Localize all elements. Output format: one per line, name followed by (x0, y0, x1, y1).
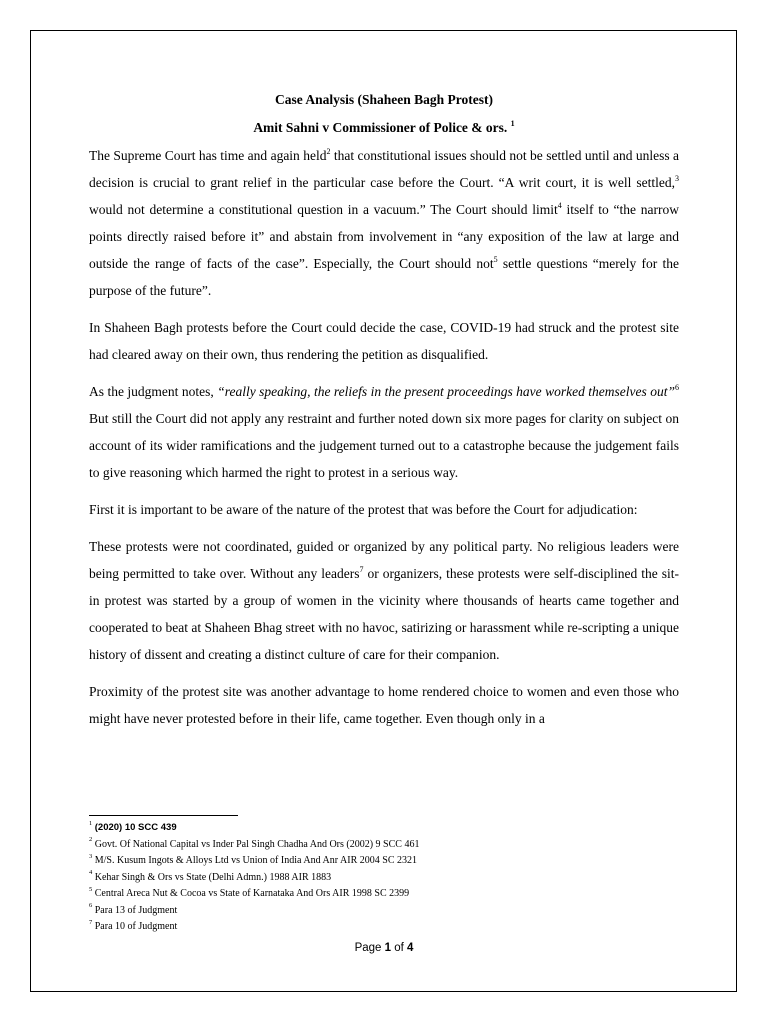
text-run: that constitutional issues should not be settled until and unless a decision is crucial to grant relief in the particular case before the Court. “A writ court, it is well settled, (89, 148, 680, 190)
footnote-1 (89, 820, 689, 837)
footnote-number: 4 (89, 869, 93, 877)
footnote-text: Govt. Of National Capital vs Inder Pal Singh Chadha And Ors (2002) 9 SCC 461 (94, 838, 420, 850)
text-run: or organizers, these protests were self-disciplined the sit-in protest was started by a group of women in the vicinity where thousands of hearts came together and cooperated to beat at Shaheen Bhag street with no havoc, satirizing or harassment while re-scripting a unique history of dissent and creating a distinct culture of care for their companion. (89, 566, 679, 662)
text-run: The Supreme Court has time and again held (89, 148, 327, 163)
footnotes (89, 820, 689, 936)
footnote-ref[interactable]: 3 (675, 173, 679, 183)
case-name-text: Amit Sahni v Commissioner of Police & ors. (253, 120, 508, 135)
judgment-quote: “really speaking, the reliefs in the present proceedings have worked themselves out” (217, 384, 675, 399)
footnote-3 (89, 853, 689, 870)
footnote-ref[interactable]: 5 (493, 254, 498, 264)
footnote-number: 2 (89, 836, 93, 844)
footnote-6 (89, 903, 689, 920)
footnote-text: (2020) 10 SCC 439 (94, 822, 177, 833)
footnote-text: Central Areca Nut & Cocoa vs State of Karnataka And Ors AIR 1998 SC 2399 (94, 888, 410, 899)
footnote-7 (89, 919, 689, 936)
footnote-text: Para 13 of Judgment (94, 904, 178, 916)
paragraph-4: First it is important to be aware of the nature of the protest that was before the Court for adjudication: (89, 502, 638, 517)
footnote-number: 1 (89, 819, 93, 827)
footnote-number: 7 (89, 918, 93, 926)
page-number (0, 942, 768, 954)
document-title: Case Analysis (Shaheen Bagh Protest) (274, 92, 494, 107)
footnote-number: 6 (89, 902, 93, 910)
footnote-5 (89, 886, 689, 903)
text-run: would not determine a constitutional question in a vacuum.” The Court should limit (89, 202, 558, 217)
page-total: 4 (407, 942, 414, 954)
footnote-text: Para 10 of Judgment (94, 921, 178, 932)
text-run: But still the Court did not apply any restraint and further noted down six more pages for clarity on subject on account of its wider ramifications and the judgement turned out to a catastrophe because the judgement fails to give reasoning which harmed the right to protest in a serious way. (89, 411, 679, 480)
footnote-text: Kehar Singh & Ors vs State (Delhi Admn.) 1988 AIR 1883 (94, 871, 332, 883)
footnote-ref[interactable]: 1 (510, 118, 515, 128)
footnote-2 (89, 837, 689, 854)
page-label: Page (354, 942, 385, 954)
footnote-number: 3 (89, 852, 93, 860)
footnote-ref[interactable]: 7 (359, 564, 364, 574)
text-run: settle questions “merely for the purpose of the future”. (89, 256, 679, 298)
paragraph-5 (89, 533, 679, 668)
page-of: of (391, 942, 408, 954)
footnote-separator (89, 815, 238, 816)
footnote-ref[interactable]: 6 (674, 382, 679, 392)
footnote-4 (89, 870, 689, 887)
footnote-ref[interactable]: 2 (326, 146, 331, 156)
text-run: These protests were not coordinated, guided or organized by any political party. No religious leaders were being permitted to take over. Without any leaders (89, 539, 679, 581)
text-run: As the judgment notes, (89, 384, 218, 399)
paragraph-1 (89, 142, 679, 304)
footnote-ref[interactable]: 4 (557, 200, 562, 210)
document-body (89, 90, 679, 732)
page-current: 1 (384, 942, 392, 954)
footnote-text: M/S. Kusum Ingots & Alloys Ltd vs Union of India And Anr AIR 2004 SC 2321 (94, 855, 417, 866)
paragraph-3 (89, 378, 679, 486)
case-name (89, 118, 679, 138)
paragraph-2: In Shaheen Bagh protests before the Court could decide the case, COVID-19 had struck and the protest site had cleared away on their own, thus rendering the petition as disqualified. (89, 320, 679, 362)
footnote-number: 5 (89, 885, 93, 893)
text-run: itself to “the narrow points directly raised before it” and abstain from involvement in “any exposition of the law at large and outside the range of facts of the case”. Especially, the Court should not (89, 202, 679, 271)
paragraph-6: Proximity of the protest site was another advantage to home rendered choice to women and even those who might have never protested before in their life, came together. Even though only in a (89, 684, 679, 726)
